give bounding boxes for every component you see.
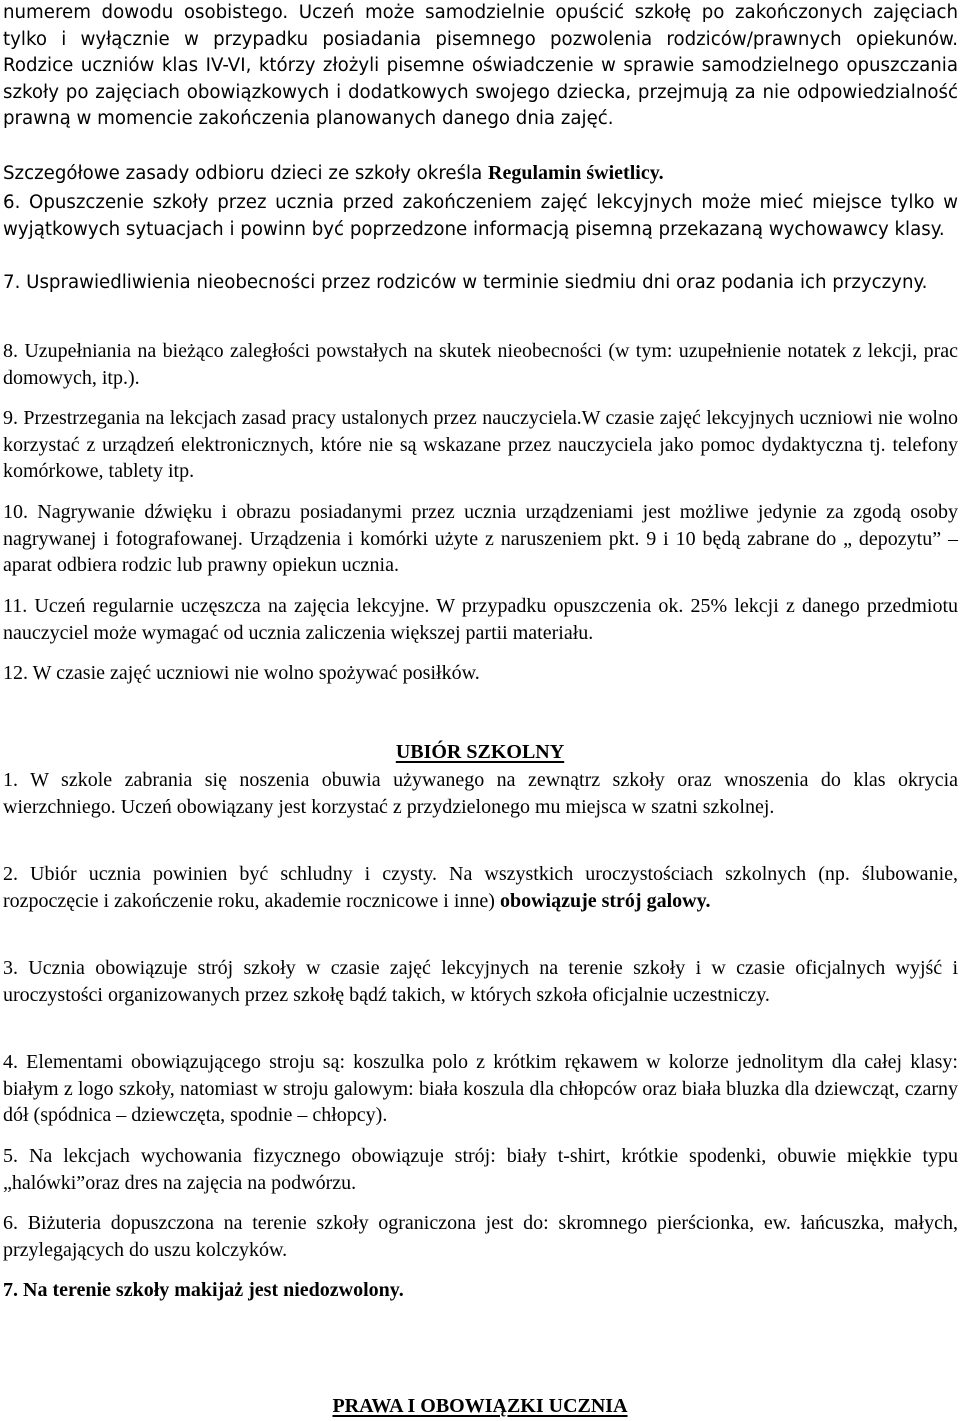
uniform-item-6: 6. Biżuteria dopuszczona na terenie szkoły ograniczona jest do: skromnego pierścionka, ew. łańcuszka, małych, przylegających do uszu kolczyków.	[3, 1212, 958, 1261]
uniform-item-1: 1. W szkole zabrania się noszenia obuwia używanego na zewnątrz szkoły oraz wnoszenia do klas okrycia wierzchniego. Uczeń obowiązany jest korzystać z przydzielonego mu miejsca w szatni szkolnej.	[3, 769, 958, 818]
item-10-paragraph: 10. Nagrywanie dźwięku i obrazu posiadanymi przez ucznia urządzeniami jest możliwe jedynie za zgodą osoby nagrywanej i fotografowanej. Urządzenia i komórki użyte z naruszeniem pkt. 9 i 10 będą zabrane do „ depozytu” – aparat odbiera rodzic lub prawny opiekun ucznia.	[3, 501, 958, 577]
intro-odbior-paragraph	[3, 160, 958, 188]
uniform-item-2	[3, 861, 958, 914]
intro-odbior-text: Szczegółowe zasady odbioru dzieci ze szkoły określa	[3, 163, 489, 184]
uniform-heading	[0, 739, 960, 766]
uniform-item-4: 4. Elementami obowiązującego stroju są: koszulka polo z krótkim rękawem w kolorze jednolitym dla całej klasy: białym z logo szkoły, natomiast w stroju galowym: biała koszula dla chłopców oraz biała bluzka dla dziewcząt, czarny dół (spódnica – dziewczęta, spodnie – chłopcy).	[3, 1051, 958, 1127]
regulamin-swietlicy-bold: Regulamin świetlicy.	[488, 162, 664, 184]
uniform-item-2-text: 2. Ubiór ucznia powinien być schludny i czysty. Na wszystkich uroczystościach szkolnych (np. ślubowanie, rozpoczęcie i zakończenie roku, akademie rocznicowe i inne)	[3, 863, 958, 912]
rights-heading-text: PRAWA I OBOWIĄZKI UCZNIA	[332, 1395, 628, 1417]
item-9-paragraph: 9. Przestrzegania na lekcjach zasad pracy ustalonych przez nauczyciela.W czasie zajęć lekcyjnych uczniowi nie wolno korzystać z urządzeń elektronicznych, które nie są wskazane przez nauczyciela jako pomoc dydaktyczna tj. telefony komórkowe, tablety itp.	[3, 407, 958, 483]
intro-text-2: Rodzice uczniów klas IV-VI, którzy złożyli pisemne oświadczenie w sprawie samodzielnego opuszczania szkoły po zajęciach obowiązkowych i dodatkowych swojego dziecka, przejmują za nie odpowiedzialność prawną w momencie zakończenia planowanych danego dnia zajęć.	[3, 55, 958, 130]
item-11-paragraph: 11. Uczeń regularnie uczęszcza na zajęcia lekcyjne. W przypadku opuszczenia ok. 25% lekcji z danego przedmiotu nauczyciel może wymagać od ucznia zaliczenia większej partii materiału.	[3, 595, 958, 644]
item-6-paragraph: 6. Opuszczenie szkoły przez ucznia przed zakończeniem zajęć lekcyjnych może mieć miejsce tylko w wyjątkowych sytuacjach i powinn być poprzedzone informacją pisemną przekazaną wychowawcy klasy.	[3, 192, 958, 240]
uniform-item-7: 7. Na terenie szkoły makijaż jest niedozwolony.	[3, 1279, 404, 1301]
intro-text-1: numerem dowodu osobistego. Uczeń może samodzielnie opuścić szkołę po zakończonych zajęciach tylko i wyłącznie w przypadku posiadania pisemnego pozwolenia rodziców/prawnych opiekunów.	[3, 2, 958, 50]
item-8-paragraph: 8. Uzupełniania na bieżąco zaległości powstałych na skutek nieobecności (w tym: uzupełnienie notatek z lekcji, prac domowych, itp.).	[3, 340, 958, 389]
uniform-heading-text: UBIÓR SZKOLNY	[395, 741, 565, 763]
uniform-item-5: 5. Na lekcjach wychowania fizycznego obowiązuje strój: biały t-shirt, krótkie spodenki, obuwie miękkie typu „halówki”oraz dres na zajęcia na podwórzu.	[3, 1145, 958, 1194]
intro-paragraph	[3, 0, 958, 133]
item-7-paragraph: 7. Usprawiedliwienia nieobecności przez rodziców w terminie siedmiu dni oraz podania ich przyczyny.	[3, 272, 928, 293]
rights-heading	[0, 1393, 960, 1420]
uniform-item-2-bold: obowiązuje strój galowy.	[499, 889, 711, 912]
item-12-paragraph: 12. W czasie zajęć uczniowi nie wolno spożywać posiłków.	[3, 662, 480, 684]
uniform-item-3: 3. Ucznia obowiązuje strój szkoły w czasie zajęć lekcyjnych na terenie szkoły i w czasie oficjalnych wyjść i uroczystości organizowanych przez szkołę bądź takich, w których szkoła oficjalnie uczestniczy.	[3, 957, 958, 1006]
